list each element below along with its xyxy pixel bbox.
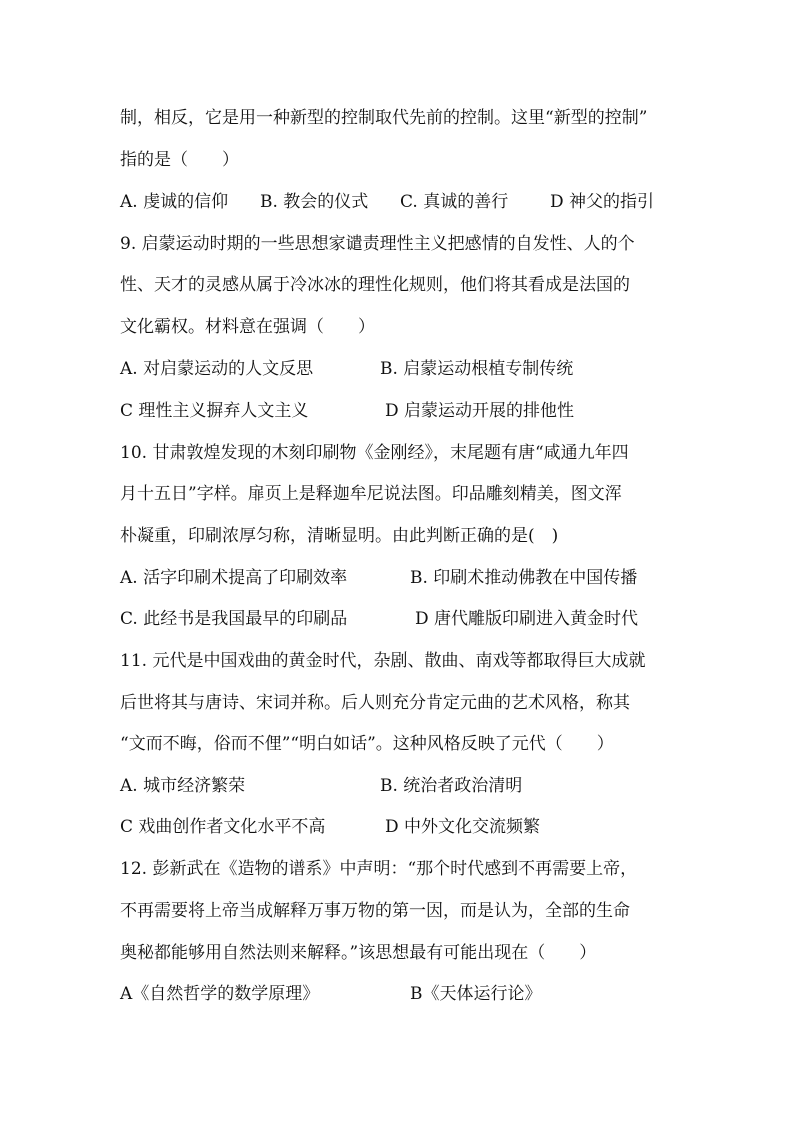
- q12-text-line-1: 12. 彭新武在《造物的谱系》中声明：“那个时代感到不再需要上帝，: [120, 859, 638, 879]
- q11-option-b: B. 统治者政治清明: [380, 776, 523, 796]
- q10-option-a: A. 活字印刷术提高了印刷效率: [120, 568, 348, 588]
- q10-option-c: C. 此经书是我国最早的印刷品: [120, 609, 348, 629]
- q8-option-d: D 神父的指引: [550, 192, 655, 212]
- q9-text-line-3: 文化霸权。材料意在强调（ ）: [120, 317, 375, 337]
- q12-text-line-2: 不再需要将上帝当成解释万事万物的第一因，而是认为，全部的生命: [120, 901, 630, 921]
- q8-option-b: B. 教会的仪式: [260, 192, 369, 212]
- q10-option-b: B. 印刷术推动佛教在中国传播: [410, 568, 638, 588]
- q10-text-line-2: 月十五日”字样。扉页上是释迦牟尼说法图。印品雕刻精美，图文浑: [120, 484, 622, 504]
- q11-text-line-1: 11. 元代是中国戏曲的黄金时代，杂剧、散曲、南戏等都取得巨大成就: [120, 651, 646, 671]
- q12-option-a: A《自然哲学的数学原理》: [120, 984, 320, 1004]
- q8-text-line-1: 制，相反，它是用一种新型的控制取代先前的控制。这里“新型的控制”: [120, 108, 648, 128]
- q11-option-c: C 戏曲创作者文化水平不高: [120, 817, 326, 837]
- q11-option-a: A. 城市经济繁荣: [120, 776, 246, 796]
- q9-option-a: A. 对启蒙运动的人文反思: [120, 359, 314, 379]
- q11-option-d: D 中外文化交流频繁: [385, 817, 541, 837]
- q10-option-d: D 唐代雕版印刷进入黄金时代: [415, 609, 639, 629]
- q10-text-line-1: 10. 甘肃敦煌发现的木刻印刷物《金刚经》，末尾题有唐“咸通九年四: [120, 443, 629, 463]
- q9-text-line-1: 9. 启蒙运动时期的一些思想家谴责理性主义把感情的自发性、人的个: [120, 234, 635, 254]
- q9-option-c: C 理性主义摒弃人文主义: [120, 401, 309, 421]
- q9-text-line-2: 性、天才的灵感从属于冷冰冰的理性化规则，他们将其看成是法国的: [120, 275, 630, 295]
- q10-text-line-3: 朴凝重，印刷浓厚匀称，清晰显明。由此判断正确的是( ): [120, 526, 559, 546]
- q8-option-a: A. 虔诚的信仰: [120, 192, 229, 212]
- q12-option-b: B《天体运行论》: [410, 984, 542, 1004]
- q8-option-c: C. 真诚的善行: [400, 192, 509, 212]
- q11-text-line-2: 后世将其与唐诗、宋词并称。后人则充分肯定元曲的艺术风格，称其: [120, 693, 630, 713]
- q12-text-line-3: 奥秘都能够用自然法则来解释。”该思想最有可能出现在（ ）: [120, 943, 597, 963]
- q9-option-b: B. 启蒙运动根植专制传统: [380, 359, 574, 379]
- q8-text-line-2: 指的是（ ）: [120, 150, 239, 170]
- q11-text-line-3: “文而不晦，俗而不俚”“明白如话”。这种风格反映了元代（ ）: [120, 734, 614, 754]
- q9-option-d: D 启蒙运动开展的排他性: [385, 401, 575, 421]
